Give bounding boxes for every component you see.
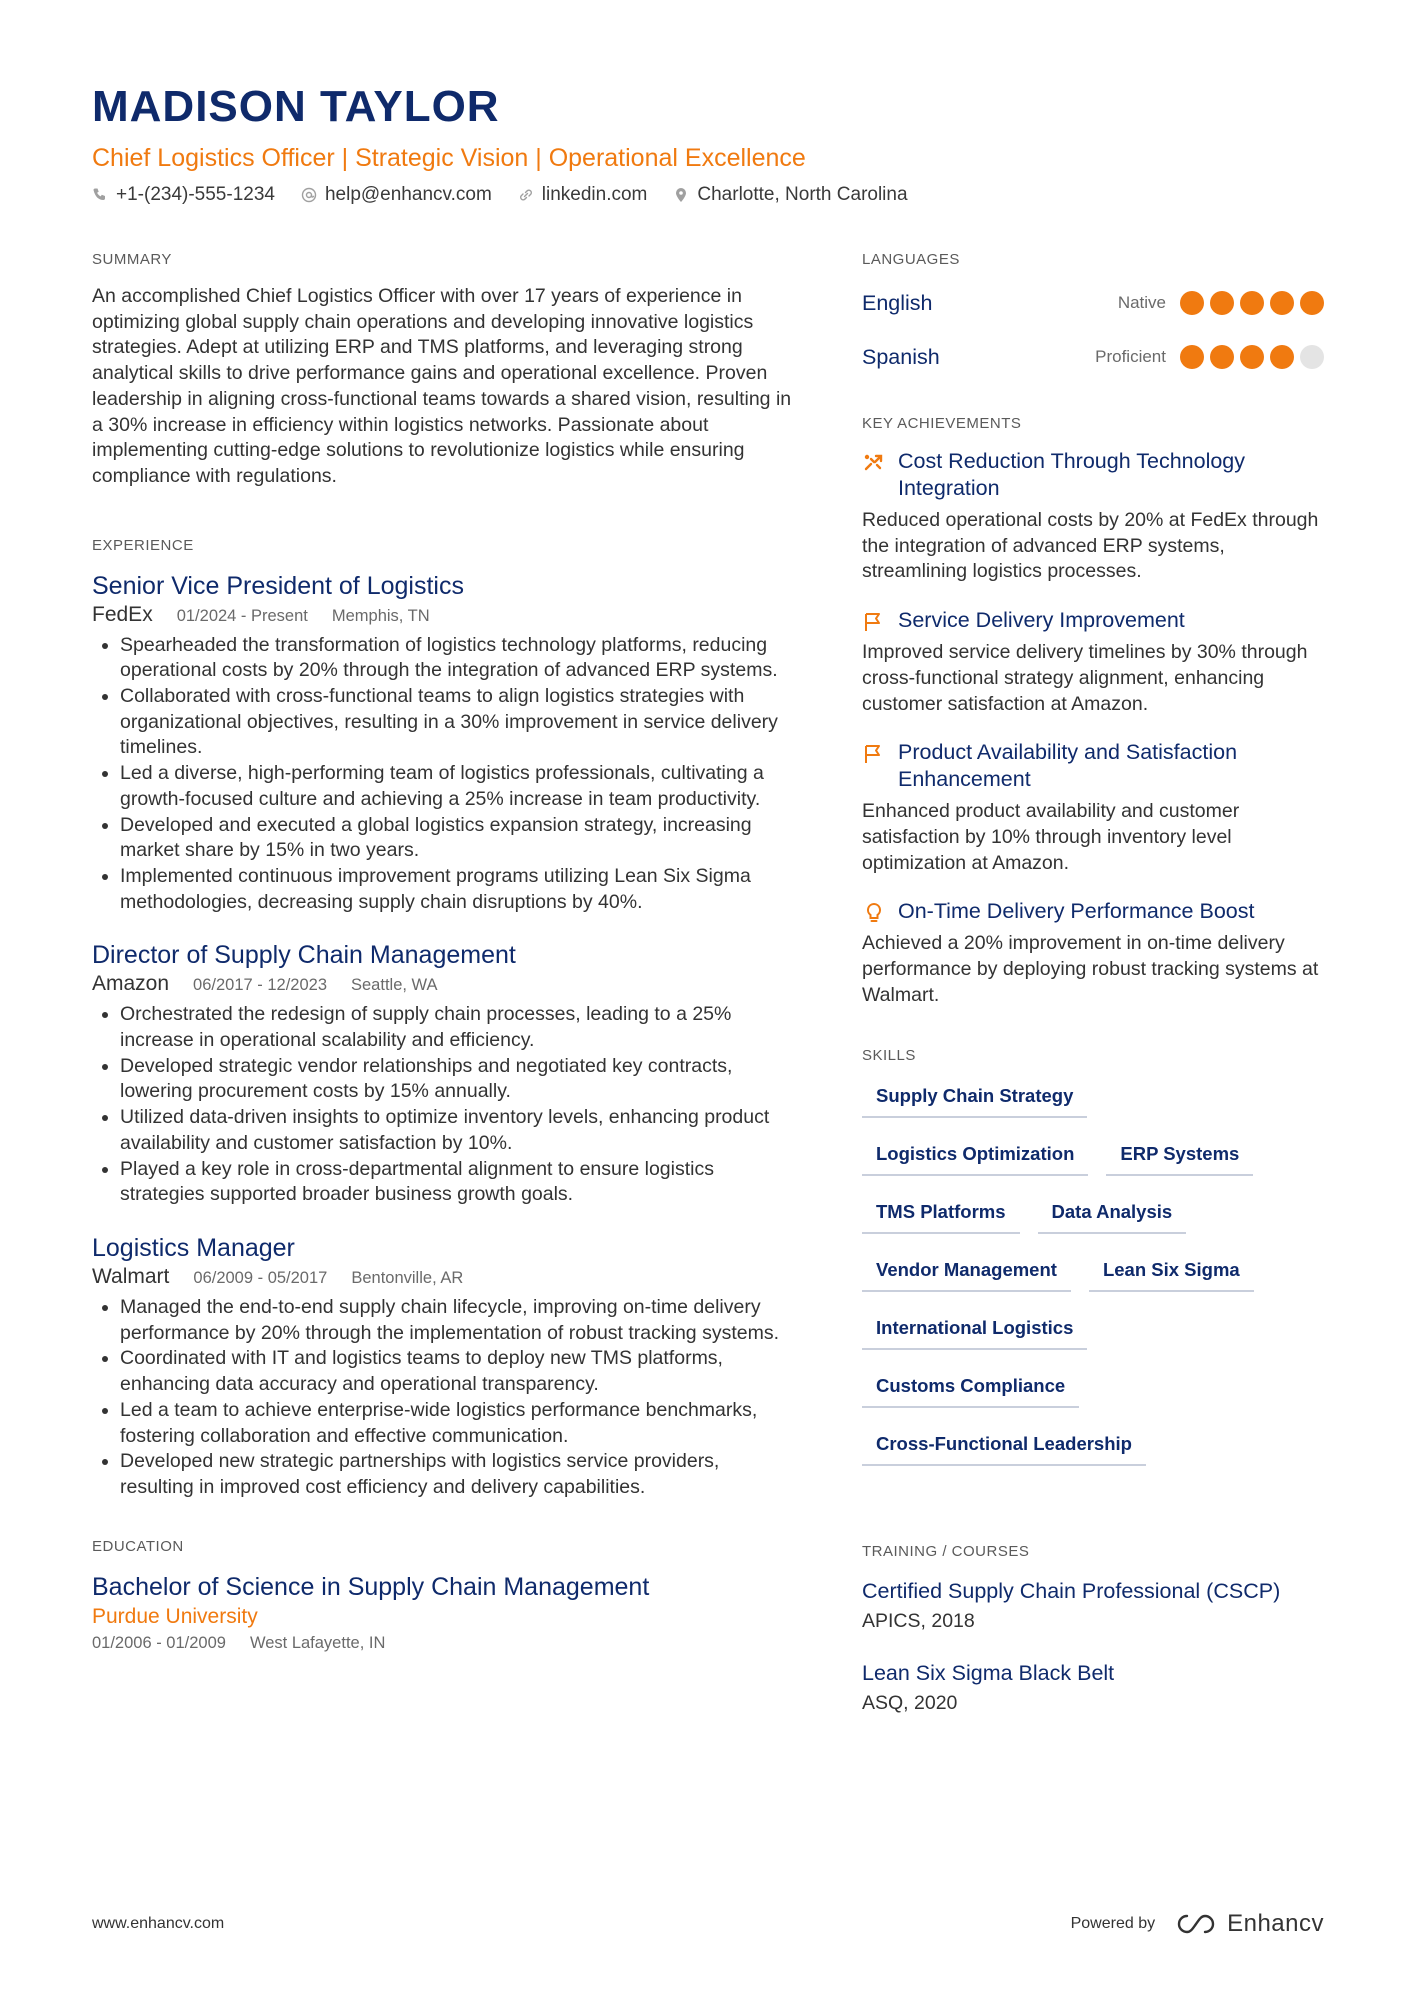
rating-dot-filled [1240,291,1264,315]
job-dates: 06/2017 - 12/2023 [193,976,327,995]
skill-tag: International Logistics [862,1312,1087,1350]
flag-icon [862,742,886,766]
skill-tag: TMS Platforms [862,1196,1020,1234]
language-row [862,330,1324,384]
education-dates: 01/2006 - 01/2009 [92,1633,226,1652]
achievement-title: On-Time Delivery Performance Boost [898,899,1255,924]
job-title: Logistics Manager [92,1233,295,1262]
rating-dot-filled [1180,345,1204,369]
language-rating [1180,291,1324,315]
contact-linkedin[interactable] [518,182,648,208]
headline: Chief Logistics Officer | Strategic Vision | Operational Excellence [92,144,806,172]
skill-row [862,1428,1324,1466]
enhancv-logo-text: Enhancv [1227,1910,1324,1937]
rating-dot-filled [1210,345,1234,369]
bullet-item: • Implemented continuous improvement programs utilizing Lean Six Sigma methodologies, decreasing supply chain disruptions by 40%. [120,864,792,915]
rating-dot-filled [1240,345,1264,369]
achievement-item [862,448,1324,585]
school-name: Purdue University [92,1604,258,1628]
section-title-languages: LANGUAGES [862,251,960,268]
company-name: Walmart [92,1264,170,1288]
job-dates: 01/2024 - Present [176,606,308,625]
section-title-training: TRAINING / COURSES [862,1543,1030,1561]
bullet-item: • Played a key role in cross-departmental alignment to ensure logistics strategies supported broader business growth goals. [120,1157,792,1208]
section-title-education: EDUCATION [92,1537,184,1555]
job-meta [92,1264,792,1291]
education-location: West Lafayette, IN [249,1633,386,1652]
bullet-item: • Managed the end-to-end supply chain lifecycle, improving on-time delivery performance by 20% through the implementation of robust tracking systems. [120,1295,792,1346]
candidate-name: MADISON TAYLOR [92,82,500,131]
achievement-title: Cost Reduction Through Technology Integration [898,449,1246,500]
rating-dot-filled [1270,345,1294,369]
bullet-item: • Orchestrated the redesign of supply chain processes, leading to a 25% increase in operational scalability and efficiency. [120,1002,792,1053]
rating-dot-filled [1300,291,1324,315]
job-meta [92,971,792,998]
job-bullets [92,633,792,916]
email-text: help@enhancv.com [324,184,492,205]
phone-icon [92,187,108,203]
section-title-skills: SKILLS [862,1047,916,1065]
language-level: Native [1117,293,1166,312]
bullet-item: • Led a team to achieve enterprise-wide logistics performance benchmarks, fostering collaboration and effective communication. [120,1398,792,1449]
linkedin-text: linkedin.com [541,184,648,205]
course-item [862,1576,1324,1636]
bullet-item: • Developed strategic vendor relationships and negotiated key contracts, lowering procurement costs by 15% annually. [120,1054,792,1105]
footer-url[interactable]: www.enhancv.com [92,1915,225,1932]
language-level: Proficient [1095,347,1166,366]
course-provider: ASQ, 2020 [862,1692,958,1715]
contact-location [673,182,907,208]
skill-tag: Cross-Functional Leadership [862,1428,1146,1466]
education-meta [92,1631,792,1655]
powered-by-label: Powered by [1070,1915,1156,1932]
enhancv-logo[interactable] [1173,1910,1324,1938]
job-bullets [92,1295,792,1501]
skill-row [862,1138,1324,1176]
skills-section [862,1046,1324,1486]
achievement-desc: Achieved a 20% improvement in on-time delivery performance by deploying robust tracking systems at Walmart. [862,932,1319,1006]
job-title: Senior Vice President of Logistics [92,571,464,600]
resume-page [92,80,1324,1715]
powered-by [1071,1910,1324,1938]
integration-icon [862,451,886,475]
language-row [862,276,1324,330]
bullet-item: • Collaborated with cross-functional teams to align logistics strategies with organizational objectives, resulting in a 30% improvement in service delivery timelines. [120,684,792,761]
skill-tag: Lean Six Sigma [1089,1254,1254,1292]
lightbulb-icon [862,901,886,925]
achievement-item [862,898,1324,1008]
rating-dot-empty [1300,345,1324,369]
bullet-item: • Led a diverse, high-performing team of logistics professionals, cultivating a growth-focused culture and achieving a 25% increase in team productivity. [120,761,792,812]
skill-tag: Vendor Management [862,1254,1071,1292]
location-pin-icon [673,187,689,203]
right-column [862,250,1324,1740]
flag-icon [862,610,886,634]
summary-section [92,250,792,490]
degree-title: Bachelor of Science in Supply Chain Management [92,1572,650,1601]
section-title-experience: EXPERIENCE [92,536,194,554]
achievement-item [862,607,1324,717]
bullet-item: • Developed and executed a global logistics expansion strategy, increasing market share by 15% in two years. [120,813,792,864]
skill-row [862,1080,1324,1118]
company-name: Amazon [92,972,170,996]
left-column [92,250,792,1655]
section-title-achievements: KEY ACHIEVEMENTS [862,415,1022,432]
skill-tag: Supply Chain Strategy [862,1080,1087,1118]
skills-list [862,1080,1324,1486]
at-icon [301,187,317,203]
language-list [862,276,1324,384]
job-dates: 06/2009 - 05/2017 [193,1268,328,1287]
job-entry [92,570,792,916]
experience-section [92,536,792,1501]
job-meta [92,602,792,629]
contact-phone[interactable] [92,182,275,208]
rating-dot-filled [1210,291,1234,315]
skill-row [862,1196,1324,1234]
achievements-section [862,414,1324,1008]
achievement-desc: Enhanced product availability and customer satisfaction by 10% through inventory level optimization at Amazon. [862,800,1240,874]
achievement-desc: Improved service delivery timelines by 30% through cross-functional strategy alignment, enhancing customer satisfaction at Amazon. [862,641,1308,715]
summary-text: An accomplished Chief Logistics Officer with over 17 years of experience in optimizing global supply chain operations and developing innovative logistics strategies. Adept at utilizing ERP and TMS platforms, and leveraging strong analytical skills to drive performance gains and operational excellence. Proven leadership in aligning cross-functional teams towards a shared vision, resulting in a 30% increase in efficiency within logistics networks. Passionate about implementing cutting-edge solutions to revolutionize logistics while ensuring compliance with regulations. [92,285,792,487]
job-title: Director of Supply Chain Management [92,941,516,970]
link-icon [518,187,534,203]
achievement-title: Product Availability and Satisfaction Enhancement [898,740,1238,792]
course-title: Lean Six Sigma Black Belt [862,1661,1115,1686]
job-entry [92,1232,792,1501]
skill-tag: ERP Systems [1106,1138,1253,1176]
skill-row [862,1312,1324,1350]
skill-tag: Data Analysis [1038,1196,1187,1234]
achievement-item [862,739,1324,876]
company-name: FedEx [92,602,153,626]
bullet-item: • Developed new strategic partnerships with logistics service providers, resulting in improved cost efficiency and delivery capabilities. [120,1449,792,1500]
skill-tag: Logistics Optimization [862,1138,1088,1176]
section-title-summary: SUMMARY [92,251,172,268]
footer [92,1910,1324,1938]
bullet-item: • Coordinated with IT and logistics teams to deploy new TMS platforms, enhancing data accuracy and operational transparency. [120,1346,792,1397]
enhancv-logo-icon [1173,1912,1219,1936]
language-name: English [862,290,933,315]
location-text: Charlotte, North Carolina [697,184,908,205]
skill-row [862,1370,1324,1408]
education-section [92,1537,792,1655]
language-rating [1180,345,1324,369]
languages-section [862,250,1324,384]
job-location: Bentonville, AR [351,1268,464,1287]
achievement-title: Service Delivery Improvement [898,608,1185,633]
bullet-item: • Utilized data-driven insights to optimize inventory levels, enhancing product availability and customer satisfaction by 10%. [120,1105,792,1156]
skill-tag: Customs Compliance [862,1370,1079,1408]
rating-dot-filled [1180,291,1204,315]
course-item [862,1658,1324,1718]
job-location: Seattle, WA [351,976,438,995]
language-name: Spanish [862,344,940,369]
contact-bar [92,182,1324,208]
training-section [862,1542,1324,1718]
job-bullets [92,1002,792,1208]
job-entry [92,939,792,1208]
job-location: Memphis, TN [331,606,430,625]
course-title: Certified Supply Chain Professional (CSCP) [862,1579,1281,1604]
achievement-desc: Reduced operational costs by 20% at FedEx through the integration of advanced ERP systems, streamlining logistics processes. [862,509,1319,583]
course-provider: APICS, 2018 [862,1610,975,1633]
rating-dot-filled [1270,291,1294,315]
bullet-item: • Spearheaded the transformation of logistics technology platforms, reducing operational costs by 20% through the integration of advanced ERP systems. [120,633,792,684]
skill-row [862,1254,1324,1292]
phone-text: +1-(234)-555-1234 [116,184,275,205]
contact-email[interactable] [301,182,492,208]
